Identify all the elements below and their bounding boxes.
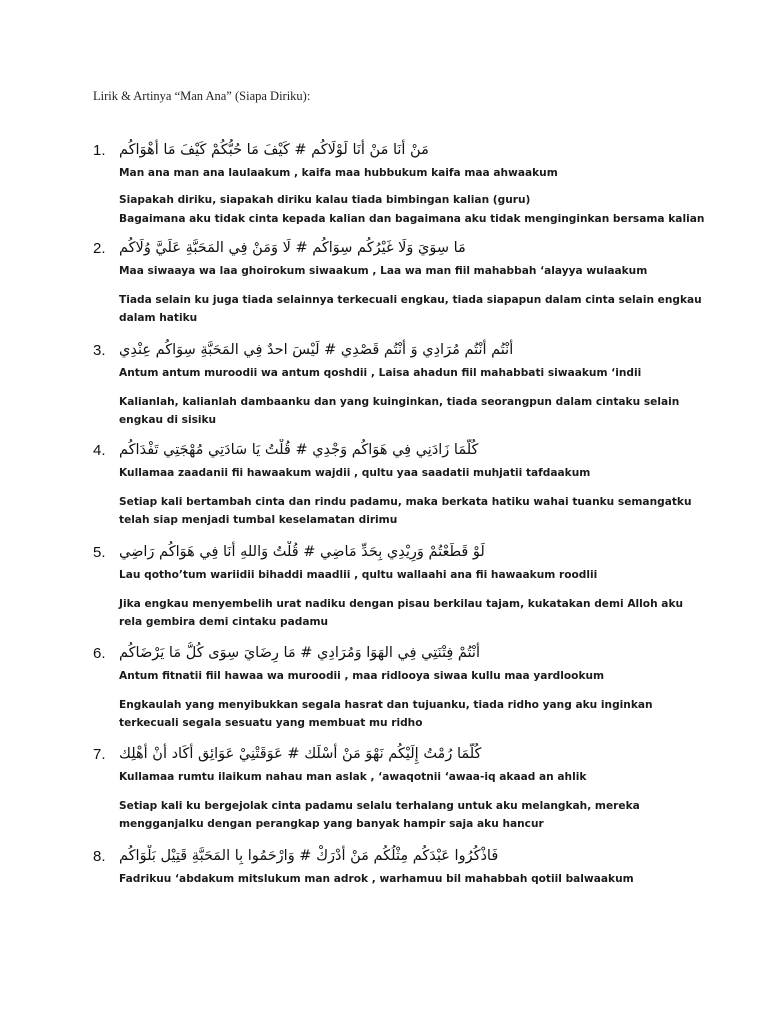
verse-2: [93, 237, 702, 327]
verse-arabic: مَا سِوَيَ وَلَا غَيْرُكُم سِوَاكُم # لَا وَمَنْ فِي المَحَبَّةِ عَلَيَّ وُلَاكُم: [119, 240, 466, 256]
verse-transliteration: Antum fitnatii fiil hawaa wa muroodii , maa ridlooya siwaa kullu maa yardlookum: [119, 670, 605, 682]
meaning-line: Tiada selain ku juga tiada selainnya terkecuali engkau, tiada siapapun dalam cinta selain engkau: [119, 294, 702, 306]
verse-1: [93, 139, 705, 229]
verse-meaning: [119, 797, 709, 833]
meaning-line: engkau di sisiku: [119, 414, 217, 426]
verse-transliteration: Man ana man ana laulaakum , kaifa maa hubbukum kaifa maa ahwaakum: [119, 167, 558, 179]
verse-transliteration: Kullamaa zaadanii fii hawaakum wajdii , qultu yaa saadatii muhjatii tafdaakum: [119, 467, 591, 479]
verse-number: 8.: [93, 848, 106, 865]
verse-arabic: فَاذْكُرُوا عَبْدَكُم مِثْلُكُم مَنْ أَدْرَكْ # وَارْحَمُوا بِا المَحَبَّةِ قَتِيْل بَلْوَاكُم: [119, 848, 499, 864]
meaning-line: telah siap menjadi tumbal keselamatan dirimu: [119, 514, 398, 526]
verse-arabic: كُلَّمَا زَادَنِي فِي هَوَاكُم وَجْدِي # قُلْتُ يَا سَادَتِي مُهْجَتِي تَفْدَاكُم: [119, 442, 479, 458]
meaning-line: Siapakah diriku, siapakah diriku kalau tiada bimbingan kalian (guru): [119, 194, 531, 206]
meaning-line: Bagaimana aku tidak cinta kepada kalian dan bagaimana aku tidak menginginkan bersama kalian: [119, 213, 705, 225]
verse-6: [93, 642, 693, 732]
meaning-line: Setiap kali bertambah cinta dan rindu padamu, maka berkata hatiku wahai tuanku semangatku: [119, 496, 692, 508]
verse-8: [93, 845, 693, 888]
verse-arabic: أَنْتُم أَنْتُم مُرَادِي وَ أَنْتُم قَصْدِي # لَيْسَ احدٌ فِي المَحَبَّةِ سِوَاكُم عِنْدِي: [119, 342, 514, 358]
verse-arabic: لَوْ قَطَعْتُمْ وَرِيْدِي بِحَدِّ مَاضِي # قُلْتُ وَاللهِ أَنَا فِي هَوَاكُم رَاضِي: [119, 544, 485, 560]
verse-number: 5.: [93, 544, 106, 561]
verse-number: 3.: [93, 342, 106, 359]
meaning-line: Setiap kali ku bergejolak cinta padamu selalu terhalang untuk aku melangkah, mereka: [119, 800, 640, 812]
verse-meaning: [119, 291, 709, 327]
meaning-line: rela gembira demi cintaku padamu: [119, 616, 329, 628]
verse-number: 6.: [93, 645, 106, 662]
verse-arabic: كُلَّمَا رُمْتُ إِلَيْكُم نَهْوَ مَنْ أَسْلَك # عَوَقَتْنِيْ عَوَائِق أَكَاد أَنْ أَهْلِك: [119, 746, 482, 762]
meaning-line: Jika engkau menyembelih urat nadiku dengan pisau berkilau tajam, kukatakan demi Alloh aku: [119, 598, 684, 610]
meaning-line: Engkaulah yang menyibukkan segala hasrat dan tujuanku, tiada ridho yang aku inginkan: [119, 699, 653, 711]
verse-3: [93, 339, 693, 429]
verse-transliteration: Lau qotho’tum wariidii bihaddi maadlii , qultu wallaahi ana fii hawaakum roodlii: [119, 569, 598, 581]
verse-4: [93, 439, 693, 529]
verse-transliteration: Antum antum muroodii wa antum qoshdii , Laisa ahadun fiil mahabbati siwaakum ‘indii: [119, 367, 642, 379]
verse-meaning: [119, 493, 709, 529]
verse-meaning: [119, 191, 709, 229]
meaning-line: dalam hatiku: [119, 312, 198, 324]
verse-arabic: أَنْتُمْ فِتْنَتِي فِي الهَوَا وَمُرَادِي # مَا رِضَايَ سِوَى كُلُّ مَا يَرْضَاكُم: [119, 645, 480, 661]
document-title: Lirik & Artinya “Man Ana” (Siapa Diriku):: [93, 89, 311, 103]
verse-transliteration: Maa siwaaya wa laa ghoirokum siwaakum , Laa wa man fiil mahabbah ‘alayya wulaakum: [119, 265, 648, 277]
verse-7: [93, 743, 693, 833]
verse-meaning: [119, 393, 709, 429]
verse-5: [93, 541, 693, 631]
verse-transliteration: Fadrikuu ‘abdakum mitslukum man adrok , warhamuu bil mahabbah qotiil balwaakum: [119, 873, 634, 885]
verse-arabic: مَنْ أَنَا مَنْ أَنَا لَوْلَاكُم # كَيْفَ مَا حُبُّكُمْ كَيْفَ مَا أَهْوَاكُم: [119, 142, 429, 158]
verse-transliteration: Kullamaa rumtu ilaikum nahau man aslak , ‘awaqotnii ‘awaa-iq akaad an ahlik: [119, 771, 587, 783]
meaning-line: Kalianlah, kalianlah dambaanku dan yang kuinginkan, tiada seorangpun dalam cintaku selain: [119, 396, 680, 408]
verse-meaning: [119, 696, 709, 732]
meaning-line: terkecuali segala sesuatu yang membuat mu ridho: [119, 717, 423, 729]
verse-number: 4.: [93, 442, 106, 459]
verse-number: 2.: [93, 240, 106, 257]
verse-number: 1.: [93, 142, 106, 159]
verse-number: 7.: [93, 746, 106, 763]
verse-meaning: [119, 595, 709, 631]
meaning-line: mengganjalku dengan perangkap yang banyak hampir saja aku hancur: [119, 818, 544, 830]
